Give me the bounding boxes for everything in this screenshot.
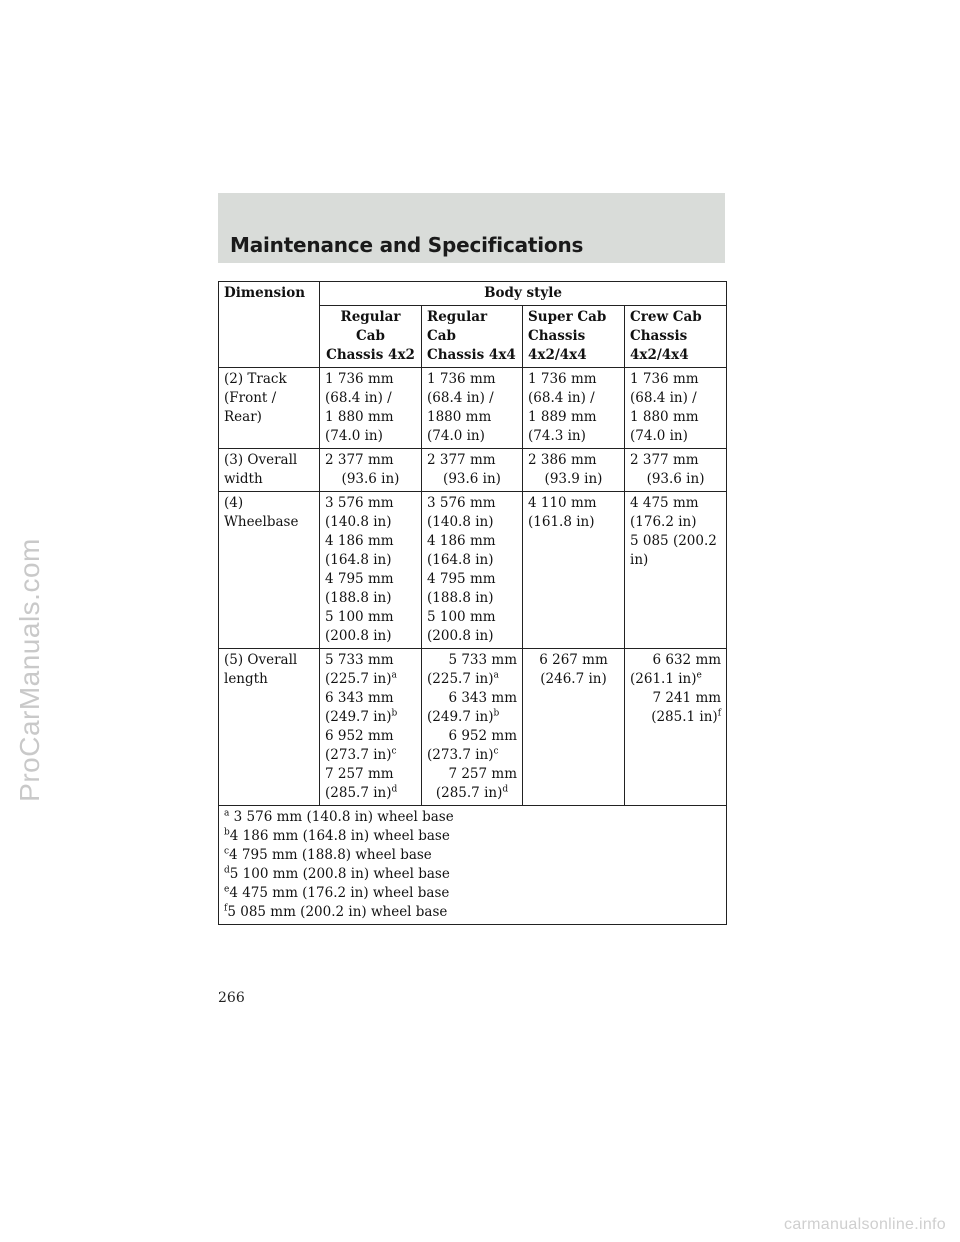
cell-line <box>427 727 517 746</box>
value-text: 6 632 mm <box>652 652 722 668</box>
header-line: Regular <box>427 309 488 325</box>
section-title: Maintenance and Specifications <box>230 233 584 257</box>
value-text: (273.7 in) <box>325 747 392 763</box>
cell-line: 5 085 (200.2 <box>630 533 717 549</box>
header-line: Chassis 4x2 <box>326 347 415 363</box>
footnote-text: 5 085 mm (200.2 in) wheel base <box>227 904 448 920</box>
label-line: Rear) <box>224 409 262 425</box>
footnote-mark: e <box>224 884 230 895</box>
cell-line: 5 100 mm <box>325 609 394 625</box>
cell-line: (164.8 in) <box>427 552 494 568</box>
cell-line: in) <box>630 552 649 568</box>
header-line: 4x2/4x4 <box>630 347 689 363</box>
value-text: 7 257 mm <box>448 766 517 782</box>
cell-line: 1880 mm <box>427 409 492 425</box>
footnote-mark: d <box>224 865 230 876</box>
cell-line: (93.6 in) <box>646 471 705 487</box>
row-label-width <box>219 449 320 492</box>
cell-line: (200.8 in) <box>325 628 392 644</box>
cell-line: 1 889 mm <box>528 409 597 425</box>
cell-line: (68.4 in) / <box>325 390 392 406</box>
footnote-ref: b <box>391 708 398 719</box>
cell-line: 1 880 mm <box>630 409 699 425</box>
table-cell <box>320 368 422 449</box>
cell-line: (164.8 in) <box>325 552 392 568</box>
value-text: (285.7 in) <box>435 785 503 801</box>
footnote-ref: a <box>493 670 499 681</box>
value-text: 6 952 mm <box>325 728 394 744</box>
footnote-ref: c <box>493 746 499 757</box>
footnote-text: 4 475 mm (176.2 in) wheel base <box>229 885 450 901</box>
cell-line <box>325 746 416 765</box>
cell-line <box>325 651 416 670</box>
footnote-mark: b <box>224 827 230 838</box>
footnote-ref: b <box>493 708 500 719</box>
footnote-b <box>224 827 721 846</box>
row-label-length <box>219 649 320 806</box>
cell-line: (74.0 in) <box>427 428 485 444</box>
cell-line: 4 795 mm <box>427 571 496 587</box>
cell-line <box>427 708 517 727</box>
cell-line <box>630 670 721 689</box>
table-cell <box>422 449 523 492</box>
cell-line <box>630 689 721 708</box>
table-cell <box>523 449 625 492</box>
cell-line <box>427 689 517 708</box>
value-text: (249.7 in) <box>427 709 494 725</box>
cell-line: 5 100 mm <box>427 609 496 625</box>
header-line: Regular <box>340 309 401 325</box>
footnote-text: 5 100 mm (200.8 in) wheel base <box>229 866 450 882</box>
value-text: (261.1 in) <box>630 671 697 687</box>
header-line: Chassis <box>630 328 688 344</box>
footnote-text: 3 576 mm (140.8 in) wheel base <box>229 809 454 825</box>
table-cell <box>320 649 422 806</box>
cell-line: (93.9 in) <box>544 471 603 487</box>
label-line: (5) Overall <box>224 652 298 668</box>
header-line: Chassis <box>528 328 586 344</box>
footnote-mark: f <box>224 903 228 914</box>
cell-line: 1 736 mm <box>325 371 394 387</box>
cell-line: (140.8 in) <box>427 514 494 530</box>
footnote-e <box>224 884 721 903</box>
header-line: Cab <box>356 328 385 344</box>
footnote-mark: a <box>224 808 230 819</box>
header-line: Cab <box>427 328 456 344</box>
value-text: 5 733 mm <box>325 652 394 668</box>
footnotes-cell <box>219 806 727 925</box>
header-line: Super Cab <box>528 309 607 325</box>
page-number: 266 <box>218 990 245 1006</box>
cell-line: 1 880 mm <box>325 409 394 425</box>
cell-line: 4 110 mm <box>528 495 597 511</box>
footnote-text: 4 186 mm (164.8 in) wheel base <box>229 828 450 844</box>
dimension-header: Dimension <box>219 282 320 368</box>
cell-line: 2 377 mm <box>427 452 496 468</box>
footnote-f <box>224 903 721 922</box>
table-cell <box>625 368 727 449</box>
label-line: width <box>224 471 263 487</box>
value-text: 6 343 mm <box>448 690 517 706</box>
cell-line <box>325 727 416 746</box>
cell-line: (93.6 in) <box>341 471 400 487</box>
footnote-ref: c <box>391 746 397 757</box>
cell-line <box>427 670 517 689</box>
value-text: (225.7 in) <box>325 671 392 687</box>
cell-line: (161.8 in) <box>528 514 595 530</box>
cell-line: (176.2 in) <box>630 514 697 530</box>
cell-line: 2 377 mm <box>630 452 699 468</box>
cell-line: (93.6 in) <box>443 471 501 487</box>
label-line: length <box>224 671 268 687</box>
cell-line: (188.8 in) <box>325 590 392 606</box>
row-label-wheelbase <box>219 492 320 649</box>
header-line: Crew Cab <box>630 309 702 325</box>
cell-line: 1 736 mm <box>630 371 699 387</box>
body-style-header: Body style <box>320 282 727 306</box>
cell-line <box>325 708 416 727</box>
row-label-track <box>219 368 320 449</box>
value-text: 7 257 mm <box>325 766 394 782</box>
cell-line: (246.7 in) <box>540 671 607 687</box>
table-cell <box>422 368 523 449</box>
cell-line <box>630 708 721 727</box>
cell-line <box>325 784 416 803</box>
table-cell <box>625 649 727 806</box>
value-text: (285.7 in) <box>325 785 392 801</box>
table-row-width <box>219 449 727 492</box>
table-cell <box>422 649 523 806</box>
cell-line <box>427 651 517 670</box>
cell-line: 2 386 mm <box>528 452 597 468</box>
footnote-ref: d <box>502 784 509 795</box>
col-header-crew-cab <box>625 306 727 368</box>
table-cell <box>422 492 523 649</box>
value-text: (273.7 in) <box>427 747 494 763</box>
table-cell <box>523 368 625 449</box>
value-text: (225.7 in) <box>427 671 494 687</box>
footnote-text: 4 795 mm (188.8) wheel base <box>229 847 432 863</box>
value-text: 5 733 mm <box>448 652 517 668</box>
cell-line: 1 736 mm <box>427 371 496 387</box>
cell-line: (68.4 in) / <box>528 390 595 406</box>
footnote-c <box>224 846 721 865</box>
table-footnotes-row <box>219 806 727 925</box>
cell-line: (200.8 in) <box>427 628 494 644</box>
label-line: (4) <box>224 495 244 511</box>
footnote-mark: c <box>224 846 230 857</box>
cell-line <box>427 765 517 784</box>
cell-line: (74.3 in) <box>528 428 586 444</box>
value-text: (285.1 in) <box>651 709 718 725</box>
table-cell <box>625 492 727 649</box>
cell-line <box>325 765 416 784</box>
side-watermark <box>10 500 50 840</box>
cell-line: 3 576 mm <box>427 495 496 511</box>
header-line: 4x2/4x4 <box>528 347 587 363</box>
dimensions-table <box>218 281 727 925</box>
footnote-ref: a <box>391 670 397 681</box>
value-text: 6 343 mm <box>325 690 394 706</box>
footnote-ref: e <box>696 670 702 681</box>
cell-line <box>630 651 721 670</box>
table-cell <box>523 492 625 649</box>
cell-line <box>427 746 517 765</box>
table-cell <box>320 449 422 492</box>
cell-line: 2 377 mm <box>325 452 394 468</box>
table-cell <box>625 449 727 492</box>
cell-line: 4 186 mm <box>427 533 496 549</box>
cell-line <box>325 689 416 708</box>
col-header-regular-cab-4x4 <box>422 306 523 368</box>
header-line: Chassis 4x4 <box>427 347 516 363</box>
cell-line: 4 186 mm <box>325 533 394 549</box>
cell-line: (140.8 in) <box>325 514 392 530</box>
footnote-ref: f <box>717 708 722 719</box>
bottom-watermark: carmanualsonline.info <box>784 1216 946 1233</box>
cell-line: 4 795 mm <box>325 571 394 587</box>
col-header-regular-cab-4x2 <box>320 306 422 368</box>
col-header-super-cab <box>523 306 625 368</box>
cell-line: 4 475 mm <box>630 495 699 511</box>
cell-line: (68.4 in) / <box>427 390 494 406</box>
label-line: Wheelbase <box>224 514 299 530</box>
footnote-a <box>224 808 721 827</box>
table-header-row <box>219 282 727 306</box>
cell-line <box>325 670 416 689</box>
label-line: (Front / <box>224 390 277 406</box>
table-row-wheelbase <box>219 492 727 649</box>
value-text: (249.7 in) <box>325 709 392 725</box>
table-cell <box>320 492 422 649</box>
value-text: 6 952 mm <box>448 728 517 744</box>
side-watermark-text: ProCarManuals.com <box>14 538 46 802</box>
cell-line: (68.4 in) / <box>630 390 697 406</box>
table-row-track <box>219 368 727 449</box>
label-line: (2) Track <box>224 371 287 387</box>
table-cell <box>523 649 625 806</box>
value-text: 7 241 mm <box>652 690 722 706</box>
cell-line: 6 267 mm <box>539 652 608 668</box>
footnote-d <box>224 865 721 884</box>
footnote-ref: d <box>391 784 398 795</box>
cell-line: 1 736 mm <box>528 371 597 387</box>
cell-line <box>427 784 517 803</box>
cell-line: 3 576 mm <box>325 495 394 511</box>
cell-line: (74.0 in) <box>630 428 688 444</box>
label-line: (3) Overall <box>224 452 298 468</box>
cell-line: (188.8 in) <box>427 590 494 606</box>
cell-line: (74.0 in) <box>325 428 383 444</box>
table-row-length <box>219 649 727 806</box>
